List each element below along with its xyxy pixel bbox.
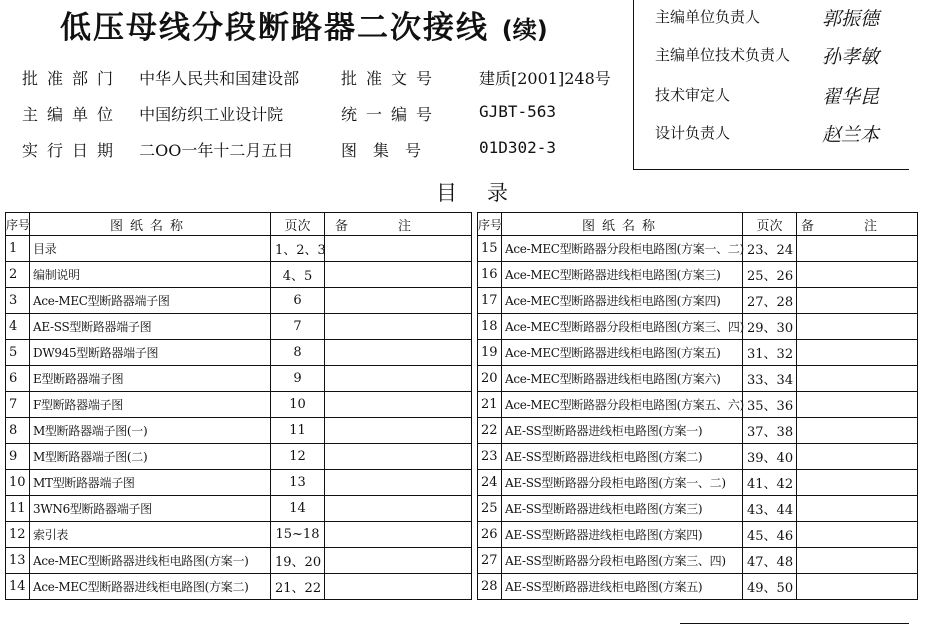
entry-pages: 37、38	[743, 418, 797, 444]
entry-note	[325, 262, 472, 288]
entry-title: AE-SS型断路器进线柜电路图(方案一)	[502, 418, 743, 444]
entry-number: 5	[6, 340, 30, 366]
entry-pages: 45、46	[743, 522, 797, 548]
table-row	[6, 522, 472, 548]
entry-pages: 9	[271, 366, 325, 392]
entry-pages: 49、50	[743, 574, 797, 600]
entry-title: 索引表	[30, 522, 271, 548]
entry-title: AE-SS型断路器进线柜电路图(方案三)	[502, 496, 743, 522]
table-row	[6, 470, 472, 496]
entry-number: 10	[6, 470, 30, 496]
table-row	[6, 236, 472, 262]
table-row	[478, 418, 918, 444]
entry-note	[797, 418, 918, 444]
meta-atlas-no: 图集号 01D302-3	[341, 138, 557, 160]
entry-note	[325, 522, 472, 548]
entry-note	[325, 470, 472, 496]
entry-number: 28	[478, 574, 502, 600]
entry-pages: 35、36	[743, 392, 797, 418]
entry-title: Ace-MEC型断路器进线柜电路图(方案六)	[502, 366, 743, 392]
header-bottom-border	[633, 169, 909, 170]
entry-pages: 21、22	[271, 574, 325, 600]
entry-number: 20	[478, 366, 502, 392]
entry-note	[797, 366, 918, 392]
entry-number: 24	[478, 470, 502, 496]
entry-title: Ace-MEC型断路器进线柜电路图(方案四)	[502, 288, 743, 314]
table-header-row	[478, 213, 918, 236]
table-header-row	[6, 213, 472, 236]
meta-approval-no: 批准文号 建质[2001]248号	[341, 69, 611, 88]
table-row	[6, 288, 472, 314]
entry-number: 2	[6, 262, 30, 288]
table-row	[6, 314, 472, 340]
resp-role: 主编单位技术负责人	[655, 46, 791, 64]
entry-number: 12	[6, 522, 30, 548]
entry-number: 17	[478, 288, 502, 314]
entry-note	[797, 314, 918, 340]
entry-title: Ace-MEC型断路器分段柜电路图(方案五、六)	[502, 392, 743, 418]
entry-number: 15	[478, 236, 502, 262]
entry-note	[325, 288, 472, 314]
resp-role: 主编单位负责人	[655, 8, 761, 26]
entry-pages: 1、2、3	[271, 236, 325, 262]
entry-note	[797, 574, 918, 600]
entry-pages: 4、5	[271, 262, 325, 288]
entry-note	[797, 444, 918, 470]
entry-note	[325, 236, 472, 262]
col-header-name: 图纸名称	[30, 213, 271, 236]
resp-role: 技术审定人	[655, 86, 731, 104]
entry-title: Ace-MEC型断路器进线柜电路图(方案五)	[502, 340, 743, 366]
entry-note	[797, 522, 918, 548]
table-row	[6, 262, 472, 288]
table-row	[6, 548, 472, 574]
meta-unified-no: 统一编号 GJBT-563	[341, 102, 557, 124]
entry-number: 3	[6, 288, 30, 314]
entry-pages: 31、32	[743, 340, 797, 366]
meta-effective-date: 实行日期 二OO一年十二月五日	[22, 141, 294, 160]
bottom-border	[680, 623, 909, 624]
entry-number: 18	[478, 314, 502, 340]
entry-number: 22	[478, 418, 502, 444]
entry-number: 25	[478, 496, 502, 522]
entry-number: 14	[6, 574, 30, 600]
entry-pages: 14	[271, 496, 325, 522]
entry-pages: 7	[271, 314, 325, 340]
col-header-note: 备注	[325, 213, 472, 236]
entry-title: E型断路器端子图	[30, 366, 271, 392]
entry-title: Ace-MEC型断路器分段柜电路图(方案三、四)	[502, 314, 743, 340]
meta-approval-dept: 批准部门 中华人民共和国建设部	[22, 69, 300, 88]
table-row	[6, 340, 472, 366]
table-row	[6, 418, 472, 444]
table-row	[478, 548, 918, 574]
table-row	[478, 574, 918, 600]
entry-number: 19	[478, 340, 502, 366]
entry-number: 11	[6, 496, 30, 522]
entry-note	[325, 548, 472, 574]
entry-note	[325, 496, 472, 522]
entry-pages: 41、42	[743, 470, 797, 496]
entry-title: F型断路器端子图	[30, 392, 271, 418]
entry-pages: 13	[271, 470, 325, 496]
entry-title: Ace-MEC型断路器进线柜电路图(方案一)	[30, 548, 271, 574]
entry-title: AE-SS型断路器端子图	[30, 314, 271, 340]
entry-note	[325, 392, 472, 418]
entry-number: 27	[478, 548, 502, 574]
toc-table-right	[477, 212, 927, 600]
entry-title: Ace-MEC型断路器进线柜电路图(方案三)	[502, 262, 743, 288]
entry-title: MT型断路器端子图	[30, 470, 271, 496]
col-header-name: 图纸名称	[502, 213, 743, 236]
entry-pages: 39、40	[743, 444, 797, 470]
entry-note	[325, 444, 472, 470]
entry-number: 21	[478, 392, 502, 418]
entry-pages: 11	[271, 418, 325, 444]
col-header-no: 序号	[478, 213, 502, 236]
table-row	[478, 314, 918, 340]
toc-heading: 目录	[436, 181, 538, 205]
entry-title: DW945型断路器端子图	[30, 340, 271, 366]
entry-title: 编制说明	[30, 262, 271, 288]
col-header-note: 备注	[797, 213, 918, 236]
entry-pages: 33、34	[743, 366, 797, 392]
entry-number: 9	[6, 444, 30, 470]
col-header-pages: 页次	[743, 213, 797, 236]
table-row	[478, 366, 918, 392]
entry-title: AE-SS型断路器分段柜电路图(方案三、四)	[502, 548, 743, 574]
entry-number: 26	[478, 522, 502, 548]
header-divider	[633, 0, 634, 170]
entry-title: 目录	[30, 236, 271, 262]
entry-number: 23	[478, 444, 502, 470]
table-row	[478, 522, 918, 548]
entry-note	[797, 288, 918, 314]
entry-title: 3WN6型断路器端子图	[30, 496, 271, 522]
entry-title: AE-SS型断路器分段柜电路图(方案一、二)	[502, 470, 743, 496]
entry-pages: 27、28	[743, 288, 797, 314]
meta-editor-unit: 主编单位 中国纺织工业设计院	[22, 105, 284, 124]
entry-number: 6	[6, 366, 30, 392]
page-title: 低压母线分段断路器二次接线 (续)	[60, 10, 548, 46]
table-row	[478, 288, 918, 314]
entry-pages: 6	[271, 288, 325, 314]
entry-number: 1	[6, 236, 30, 262]
table-row	[478, 236, 918, 262]
entry-pages: 10	[271, 392, 325, 418]
entry-number: 4	[6, 314, 30, 340]
entry-number: 8	[6, 418, 30, 444]
table-row	[6, 366, 472, 392]
table-row	[478, 392, 918, 418]
entry-note	[797, 470, 918, 496]
entry-note	[797, 262, 918, 288]
signature: 孙孝敏	[822, 46, 880, 68]
entry-title: AE-SS型断路器进线柜电路图(方案五)	[502, 574, 743, 600]
entry-note	[797, 340, 918, 366]
entry-title: Ace-MEC型断路器端子图	[30, 288, 271, 314]
col-header-pages: 页次	[271, 213, 325, 236]
entry-pages: 12	[271, 444, 325, 470]
table-row	[6, 392, 472, 418]
entry-title: Ace-MEC型断路器分段柜电路图(方案一、二)	[502, 236, 743, 262]
entry-pages: 43、44	[743, 496, 797, 522]
entry-note	[325, 574, 472, 600]
table-row	[478, 444, 918, 470]
table-row	[478, 470, 918, 496]
entry-title: M型断路器端子图(一)	[30, 418, 271, 444]
entry-pages: 19、20	[271, 548, 325, 574]
entry-note	[325, 340, 472, 366]
signature: 翟华昆	[822, 86, 880, 108]
entry-pages: 29、30	[743, 314, 797, 340]
entry-note	[325, 418, 472, 444]
entry-pages: 15~18	[271, 522, 325, 548]
entry-pages: 47、48	[743, 548, 797, 574]
entry-title: AE-SS型断路器进线柜电路图(方案二)	[502, 444, 743, 470]
entry-pages: 8	[271, 340, 325, 366]
entry-pages: 23、24	[743, 236, 797, 262]
entry-pages: 25、26	[743, 262, 797, 288]
entry-number: 16	[478, 262, 502, 288]
entry-number: 7	[6, 392, 30, 418]
entry-note	[325, 314, 472, 340]
entry-number: 13	[6, 548, 30, 574]
entry-note	[797, 236, 918, 262]
entry-title: AE-SS型断路器进线柜电路图(方案四)	[502, 522, 743, 548]
table-row	[6, 444, 472, 470]
toc-table-left	[5, 212, 472, 600]
table-row	[6, 574, 472, 600]
table-row	[6, 496, 472, 522]
entry-note	[797, 496, 918, 522]
entry-title: Ace-MEC型断路器进线柜电路图(方案二)	[30, 574, 271, 600]
entry-note	[797, 392, 918, 418]
signature: 赵兰本	[822, 124, 880, 146]
signature: 郭振德	[822, 8, 880, 30]
entry-title: M型断路器端子图(二)	[30, 444, 271, 470]
table-row	[478, 262, 918, 288]
resp-role: 设计负责人	[655, 124, 731, 142]
table-row	[478, 496, 918, 522]
entry-note	[325, 366, 472, 392]
table-row	[478, 340, 918, 366]
col-header-no: 序号	[6, 213, 30, 236]
entry-note	[797, 548, 918, 574]
